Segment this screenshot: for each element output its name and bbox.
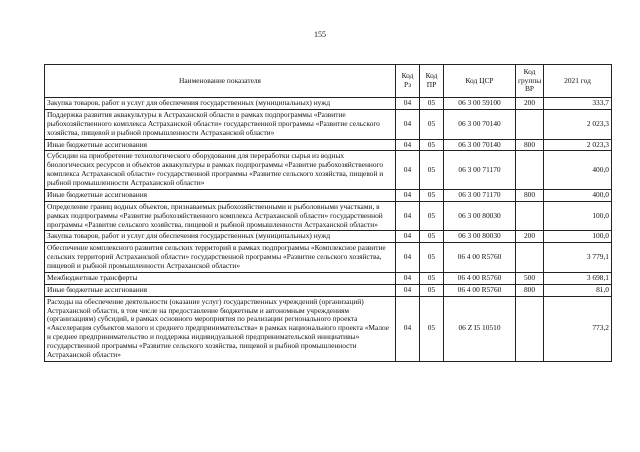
row-csr: 06 4 00 R5760: [444, 284, 516, 296]
row-vr: [516, 151, 544, 190]
row-rz: 04: [396, 284, 420, 296]
row-pr: 05: [420, 243, 444, 273]
row-csr: 06 Z I5 10510: [444, 296, 516, 361]
row-csr: 06 3 00 70140: [444, 139, 516, 151]
table-row: [45, 284, 612, 296]
row-name: Поддержка развития аквакультуры в Астраханской области в рамках подпрограммы «Развитие рыбохозяйственного комплекса Астраханской области» государственной программы «Развитие сельского хозяйства, пищевой и рыбной промышленности Астраханской области»: [45, 109, 396, 139]
row-csr: 06 3 00 80030: [444, 231, 516, 243]
row-vr: 200: [516, 231, 544, 243]
table-row: [45, 201, 612, 231]
row-amount: 2 023,3: [544, 109, 612, 139]
row-amount: 400,0: [544, 189, 612, 201]
table-header-row: [45, 65, 612, 98]
row-name: Расходы на обеспечение деятельности (оказание услуг) государственных учреждений (организаций) Астраханской области, в том числе на предоставление бюджетным и автономным учреждениям (организациям) субсидий, в рамках основного мероприятия по реализации регионального проекта «Акселерация субъектов малого и среднего предпринимательства» в рамках национального проекта «Малое и среднее предпринимательство и поддержка индивидуальной предпринимательской инициативы» государственной программы «Развитие сельского хозяйства, пищевой и рыбной промышленности Астраханской области»: [45, 296, 396, 361]
row-pr: 05: [420, 98, 444, 110]
row-rz: 04: [396, 231, 420, 243]
row-pr: 05: [420, 151, 444, 190]
row-csr: 06 4 00 R5760: [444, 243, 516, 273]
row-vr: 800: [516, 139, 544, 151]
row-rz: 04: [396, 98, 420, 110]
row-rz: 04: [396, 243, 420, 273]
row-amount: 333,7: [544, 98, 612, 110]
row-csr: 06 3 00 80030: [444, 201, 516, 231]
header-name: Наименование показателя: [45, 65, 396, 98]
row-csr: 06 4 00 R5760: [444, 272, 516, 284]
row-rz: 04: [396, 296, 420, 361]
row-name: Межбюджетные трансферты: [45, 272, 396, 284]
row-name: Закупка товаров, работ и услуг для обеспечения государственных (муниципальных) нужд: [45, 231, 396, 243]
row-csr: 06 3 00 70140: [444, 109, 516, 139]
row-rz: 04: [396, 139, 420, 151]
row-amount: 773,2: [544, 296, 612, 361]
table-row: [45, 151, 612, 190]
header-year: 2021 год: [544, 65, 612, 98]
table-row: [45, 272, 612, 284]
row-vr: [516, 201, 544, 231]
row-rz: 04: [396, 109, 420, 139]
row-name: Субсидии на приобретение технологического оборудования для переработки сырья из водных биологических ресурсов и объектов аквакультуры в рамках подпрограммы «Развитие рыбохозяйственного комплекса Астраханской области» государственной программы «Развитие сельского хозяйства, пищевой и рыбной промышленности Астраханской области»: [45, 151, 396, 190]
row-name: Определение границ водных объектов, признаваемых рыбохозяйственными и рыболовными участками, в рамках подпрограммы «Развитие рыбохозяйственного комплекса Астраханской области» государственной программы «Развитие сельского хозяйства, пищевой и рыбной промышленности Астраханской области»: [45, 201, 396, 231]
row-pr: 05: [420, 189, 444, 201]
row-rz: 04: [396, 272, 420, 284]
row-vr: 500: [516, 272, 544, 284]
table-row: [45, 139, 612, 151]
table-row: [45, 109, 612, 139]
row-pr: 05: [420, 296, 444, 361]
table-row: [45, 98, 612, 110]
row-amount: 81,0: [544, 284, 612, 296]
row-pr: 05: [420, 231, 444, 243]
row-amount: 3 698,1: [544, 272, 612, 284]
row-name: Иные бюджетные ассигнования: [45, 189, 396, 201]
row-pr: 05: [420, 201, 444, 231]
header-pr: Код ПР: [420, 65, 444, 98]
row-amount: 100,0: [544, 231, 612, 243]
header-vr: Код группы ВР: [516, 65, 544, 98]
row-rz: 04: [396, 201, 420, 231]
row-name: Иные бюджетные ассигнования: [45, 139, 396, 151]
table-body: [45, 98, 612, 362]
table-row: [45, 243, 612, 273]
row-csr: 06 3 00 71170: [444, 189, 516, 201]
budget-table: [44, 64, 612, 362]
row-vr: 800: [516, 189, 544, 201]
row-rz: 04: [396, 151, 420, 190]
row-amount: 3 779,1: [544, 243, 612, 273]
row-amount: 2 023,3: [544, 139, 612, 151]
table-row: [45, 296, 612, 361]
header-csr: Код ЦСР: [444, 65, 516, 98]
row-amount: 100,0: [544, 201, 612, 231]
table-row: [45, 189, 612, 201]
row-pr: 05: [420, 109, 444, 139]
row-csr: 06 3 00 71170: [444, 151, 516, 190]
row-pr: 05: [420, 272, 444, 284]
row-vr: 200: [516, 98, 544, 110]
table-row: [45, 231, 612, 243]
row-vr: [516, 109, 544, 139]
page-number: 155: [314, 30, 326, 39]
row-name: Закупка товаров, работ и услуг для обеспечения государственных (муниципальных) нужд: [45, 98, 396, 110]
row-pr: 05: [420, 139, 444, 151]
row-amount: 400,0: [544, 151, 612, 190]
row-pr: 05: [420, 284, 444, 296]
row-vr: [516, 243, 544, 273]
header-rz: Код Рз: [396, 65, 420, 98]
row-csr: 06 3 00 59100: [444, 98, 516, 110]
row-vr: [516, 296, 544, 361]
row-name: Обеспечение комплексного развития сельских территорий в рамках подпрограммы «Комплексное развитие сельских территорий Астраханской области» государственной программы «Развитие сельского хозяйства, пищевой и рыбной промышленности Астраханской области»: [45, 243, 396, 273]
row-name: Иные бюджетные ассигнования: [45, 284, 396, 296]
row-rz: 04: [396, 189, 420, 201]
row-vr: 800: [516, 284, 544, 296]
